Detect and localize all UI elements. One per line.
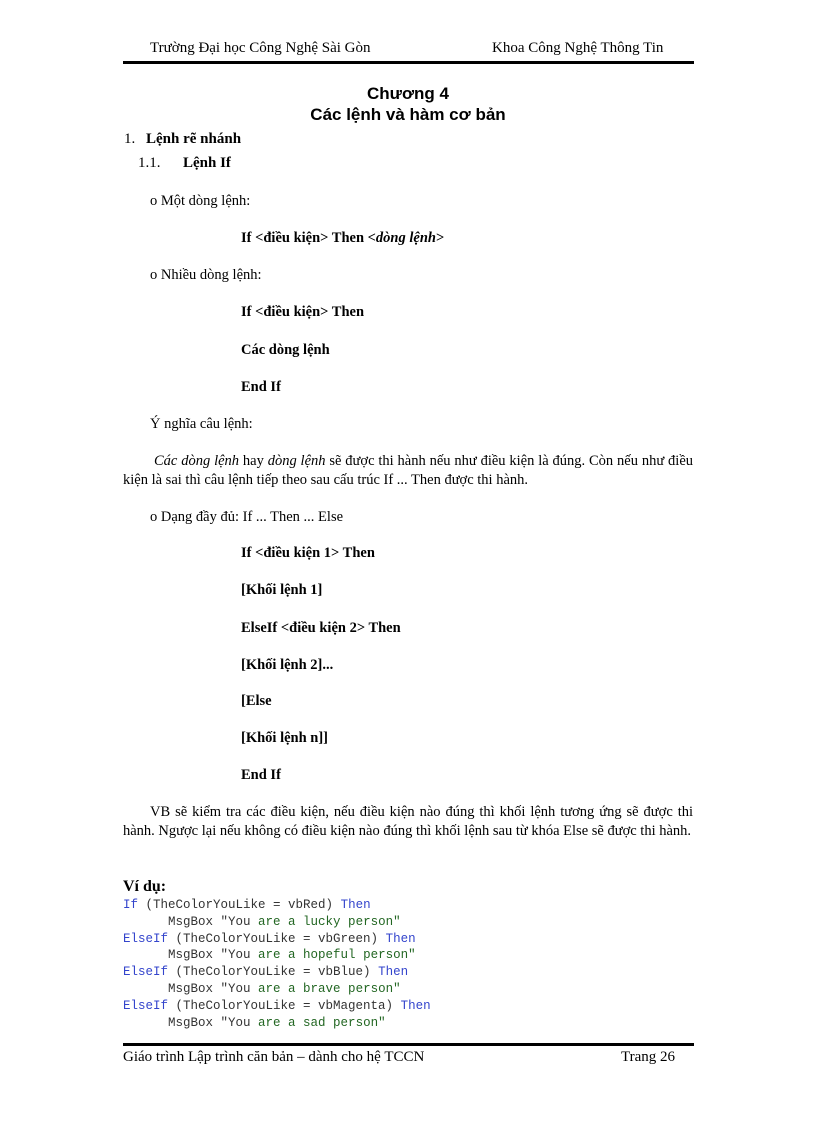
code-line: MsgBox "You are a sad person"	[123, 1015, 386, 1030]
code-line: MsgBox "You are a lucky person"	[123, 914, 401, 929]
example-label: Ví dụ:	[123, 878, 167, 895]
full-form-syntax-line: [Khối lệnh 2]...	[241, 657, 334, 673]
header-faculty: Khoa Công Nghệ Thông Tin	[492, 40, 664, 56]
code-line: If (TheColorYouLike = vbRed) Then	[123, 898, 371, 912]
meaning-label: Ý nghĩa câu lệnh:	[150, 416, 253, 432]
one-line-label: o Một dòng lệnh:	[150, 193, 251, 209]
section-number: 1.	[124, 131, 136, 147]
explanation-paragraph: VB sẽ kiểm tra các điều kiện, nếu điều kiện nào đúng thì khối lệnh tương ứng sẽ được thi hành. Ngược lại nếu không có điều kiện nào đúng thì khối lệnh sau từ khóa Else sẽ được thi hành.	[123, 804, 693, 839]
full-form-syntax-line: [Khối lệnh n]]	[241, 730, 329, 746]
code-line: ElseIf (TheColorYouLike = vbBlue) Then	[123, 965, 409, 980]
meaning-paragraph: Các dòng lệnh hay dòng lệnh sẽ được thi hành nếu như điều kiện là đúng. Còn nếu như điều kiện là sai thì câu lệnh tiếp theo sau cấu trúc If ... Then được thi hành.	[123, 453, 694, 488]
footer-book-title: Giáo trình Lập trình căn bản – dành cho hệ TCCN	[123, 1049, 425, 1065]
one-line-syntax: If <điều kiện> Then <dòng lệnh>	[241, 230, 445, 246]
full-form-syntax-line: End If	[241, 767, 281, 783]
multi-line-syntax-line: If <điều kiện> Then	[241, 304, 365, 320]
full-form-label: o Dạng đầy đủ: If ... Then ... Else	[150, 509, 344, 525]
full-form-syntax-line: [Khối lệnh 1]	[241, 582, 323, 598]
multi-line-label: o Nhiều dòng lệnh:	[150, 267, 262, 283]
header-rule	[123, 61, 694, 64]
code-line: MsgBox "You are a hopeful person"	[123, 948, 416, 963]
full-form-syntax-line: ElseIf <điều kiện 2> Then	[241, 620, 401, 636]
code-line: ElseIf (TheColorYouLike = vbGreen) Then	[123, 931, 416, 946]
footer-rule	[123, 1043, 694, 1046]
full-form-syntax-line: [Else	[241, 693, 272, 709]
subsection-title: Lệnh If	[183, 155, 231, 171]
multi-line-syntax-line: Các dòng lệnh	[241, 342, 330, 358]
example-code-block	[123, 897, 431, 1031]
chapter-number: Chương 4	[366, 84, 449, 103]
header-school: Trường Đại học Công Nghệ Sài Gòn	[150, 40, 371, 56]
footer-page-number: Trang 26	[621, 1049, 676, 1065]
code-line: ElseIf (TheColorYouLike = vbMagenta) Then	[123, 998, 431, 1013]
code-line: MsgBox "You are a brave person"	[123, 981, 401, 996]
chapter-title: Các lệnh và hàm cơ bản	[310, 105, 506, 124]
subsection-number: 1.1.	[138, 155, 161, 171]
section-title: Lệnh rẽ nhánh	[146, 131, 242, 147]
multi-line-syntax-line: End If	[241, 379, 281, 395]
full-form-syntax-line: If <điều kiện 1> Then	[241, 545, 375, 561]
